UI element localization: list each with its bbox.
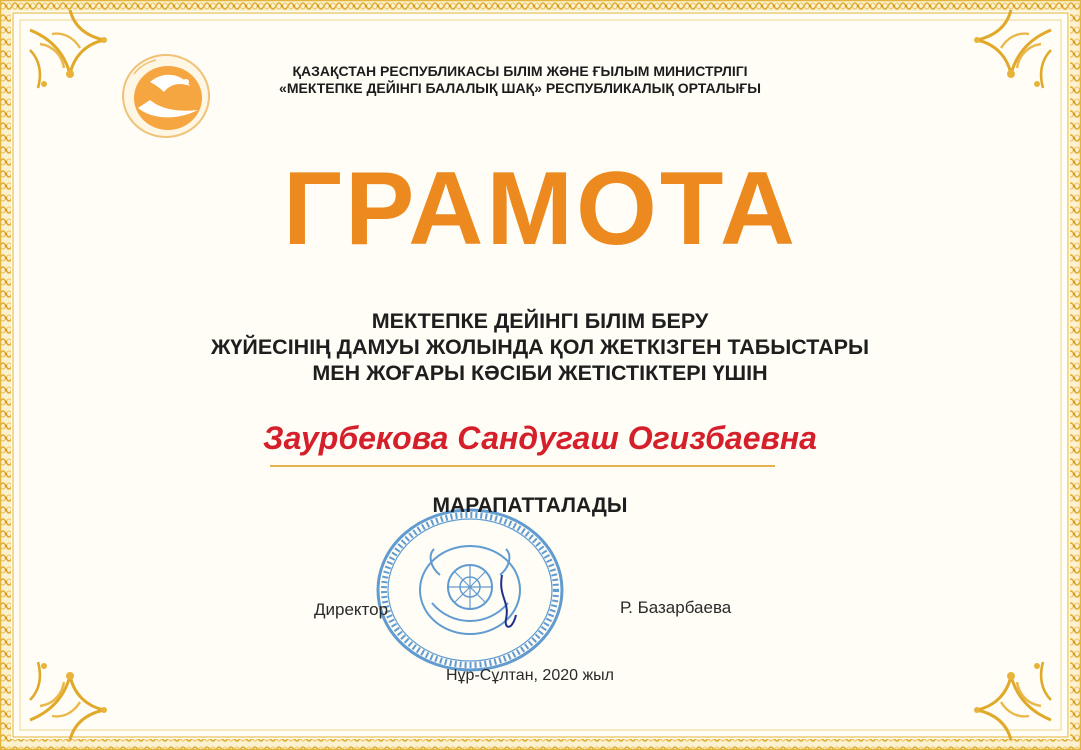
reason-line-1: МЕКТЕПКЕ ДЕЙІНГІ БІЛІМ БЕРУ — [371, 309, 709, 333]
place-and-year: Нұр-Сұлтан, 2020 жыл — [445, 667, 615, 684]
issuer-line-2: «МЕКТЕПКЕ ДЕЙІНГІ БАЛАЛЫҚ ШАҚ» РЕСПУБЛИКАЛЫҚ ОРТАЛЫҒЫ — [279, 80, 761, 96]
corner-ornament-top-right — [974, 10, 1051, 88]
signer-name: Р. Базарбаева — [620, 598, 732, 617]
reason-line-3: МЕН ЖОҒАРЫ КӘСІБИ ЖЕТІСТІКТЕРІ ҮШІН — [312, 361, 768, 385]
recipient-name: Заурбекова Сандугаш Огизбаевна — [263, 420, 817, 456]
reason-line-2: ЖҮЙЕСІНІҢ ДАМУЫ ЖОЛЫНДА ҚОЛ ЖЕТКІЗГЕН ТАБЫСТАРЫ — [210, 335, 869, 359]
round-official-seal-icon — [370, 505, 570, 675]
signer-role: Директор — [314, 600, 389, 619]
issuer-line-1: ҚАЗАҚСТАН РЕСПУБЛИКАСЫ БІЛІМ ЖӘНЕ ҒЫЛЫМ МИНИСТРЛІГІ — [292, 63, 748, 79]
issuer-header — [240, 63, 800, 97]
awarded-word: МАРАПАТТАЛАДЫ — [432, 494, 628, 517]
certificate-title: ГРАМОТА — [283, 151, 798, 267]
name-underline — [270, 465, 775, 467]
corner-ornament-bottom-left — [30, 662, 107, 740]
award-reason — [140, 308, 940, 386]
corner-ornament-bottom-right — [974, 662, 1051, 740]
corner-ornament-top-left — [30, 10, 107, 88]
bird-in-hand-logo-icon — [120, 52, 212, 140]
